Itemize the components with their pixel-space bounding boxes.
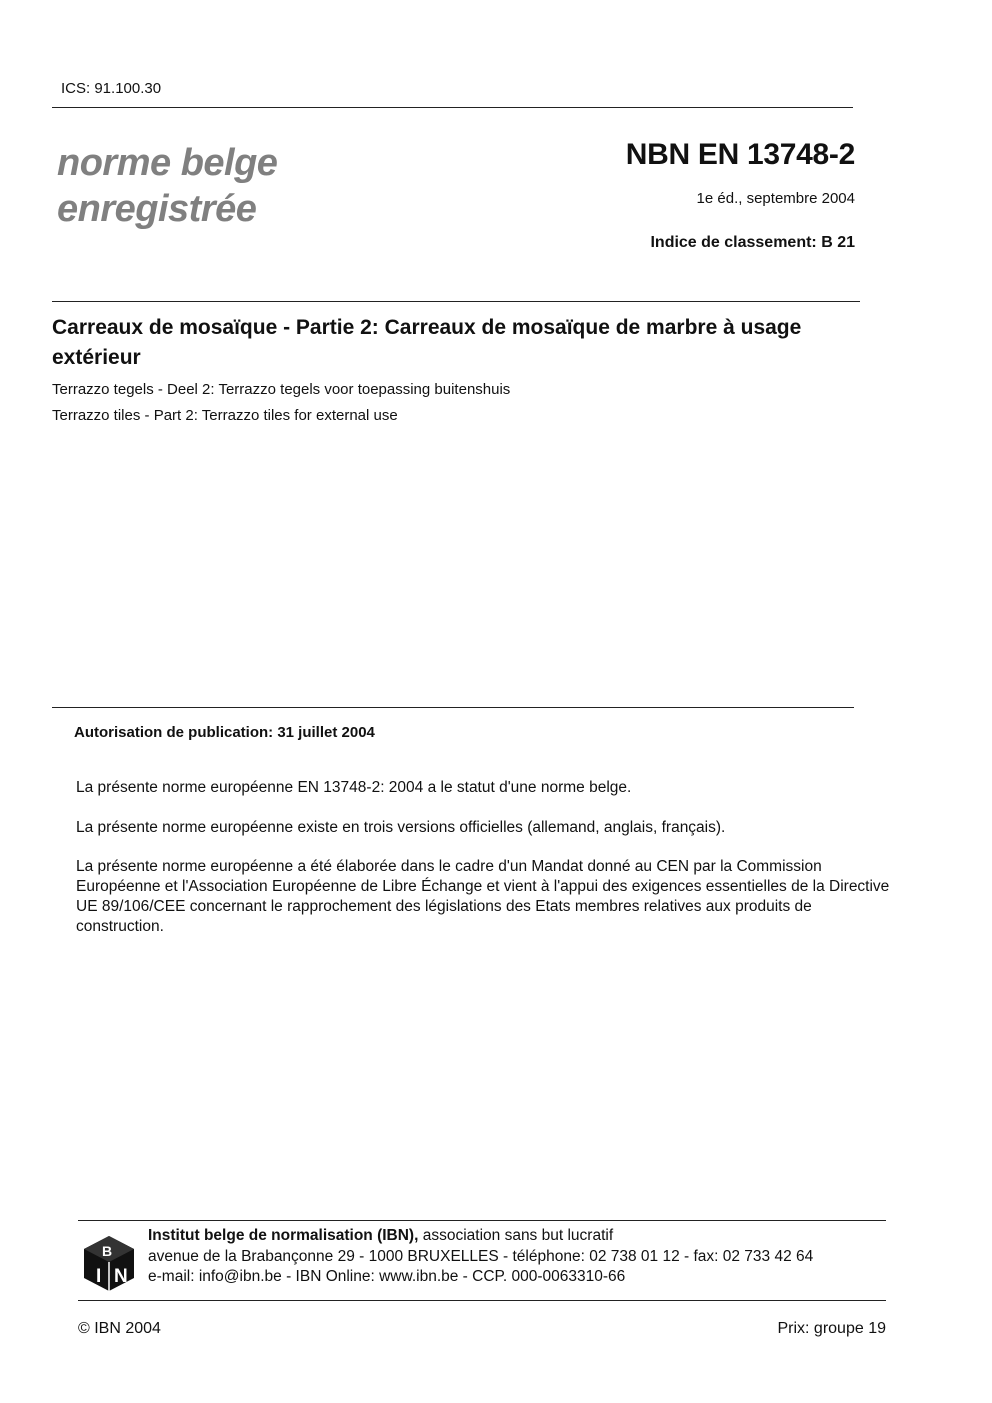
institute-name: Institut belge de normalisation (IBN), — [148, 1227, 419, 1244]
price-group: Prix: groupe 19 — [777, 1320, 886, 1337]
ics-code: ICS: 91.100.30 — [61, 80, 162, 97]
footer-top-divider — [78, 1220, 886, 1221]
institute-contact: e-mail: info@ibn.be - IBN Online: www.ibn.be - CCP. 000-0063310-66 — [148, 1268, 626, 1285]
classification-index: Indice de classement: B 21 — [650, 234, 855, 251]
svg-text:B: B — [102, 1243, 113, 1259]
norme-belge-brand — [57, 140, 277, 232]
english-title: Terrazzo tiles - Part 2: Terrazzo tiles for external use — [52, 407, 398, 424]
brand-line-1: norme belge — [57, 142, 278, 184]
footer-bottom-divider — [78, 1300, 886, 1301]
top-divider — [52, 107, 853, 108]
svg-text:N: N — [114, 1266, 128, 1287]
copyright: © IBN 2004 — [78, 1320, 161, 1337]
publication-authorization: Autorisation de publication: 31 juillet 2004 — [74, 724, 375, 741]
institute-address: avenue de la Brabançonne 29 - 1000 BRUXELLES - téléphone: 02 738 01 12 - fax: 02 733 42 64 — [148, 1248, 814, 1265]
publication-divider — [52, 707, 854, 708]
svg-text:I: I — [96, 1266, 102, 1287]
french-title: Carreaux de mosaïque - Partie 2: Carreaux de mosaïque de marbre à usage extérieur — [52, 316, 802, 369]
dutch-title: Terrazzo tegels - Deel 2: Terrazzo tegels voor toepassing buitenshuis — [52, 381, 511, 398]
standard-number: NBN EN 13748-2 — [625, 138, 855, 171]
paragraph-mandate: La présente norme européenne a été élaborée dans le cadre d'un Mandat donné au CEN par la Commission Européenne et l'Association Européenne de Libre Échange et vient à l'appui des exigences essentielles de la Directive UE 89/106/CEE concernant le rapprochement des législations des Etats membres relatives aux produits de construction. — [76, 858, 890, 935]
brand-line-2: enregistrée — [57, 188, 257, 230]
title-divider — [52, 301, 860, 302]
paragraph-versions: La présente norme européenne existe en trois versions officielles (allemand, anglais, français). — [76, 819, 726, 836]
ibn-logo-icon — [82, 1234, 136, 1292]
institute-line — [148, 1227, 613, 1245]
edition-date: 1e éd., septembre 2004 — [696, 190, 855, 207]
paragraph-status: La présente norme européenne EN 13748-2: 2004 a le statut d'une norme belge. — [76, 779, 632, 796]
institute-description: association sans but lucratif — [422, 1227, 614, 1244]
